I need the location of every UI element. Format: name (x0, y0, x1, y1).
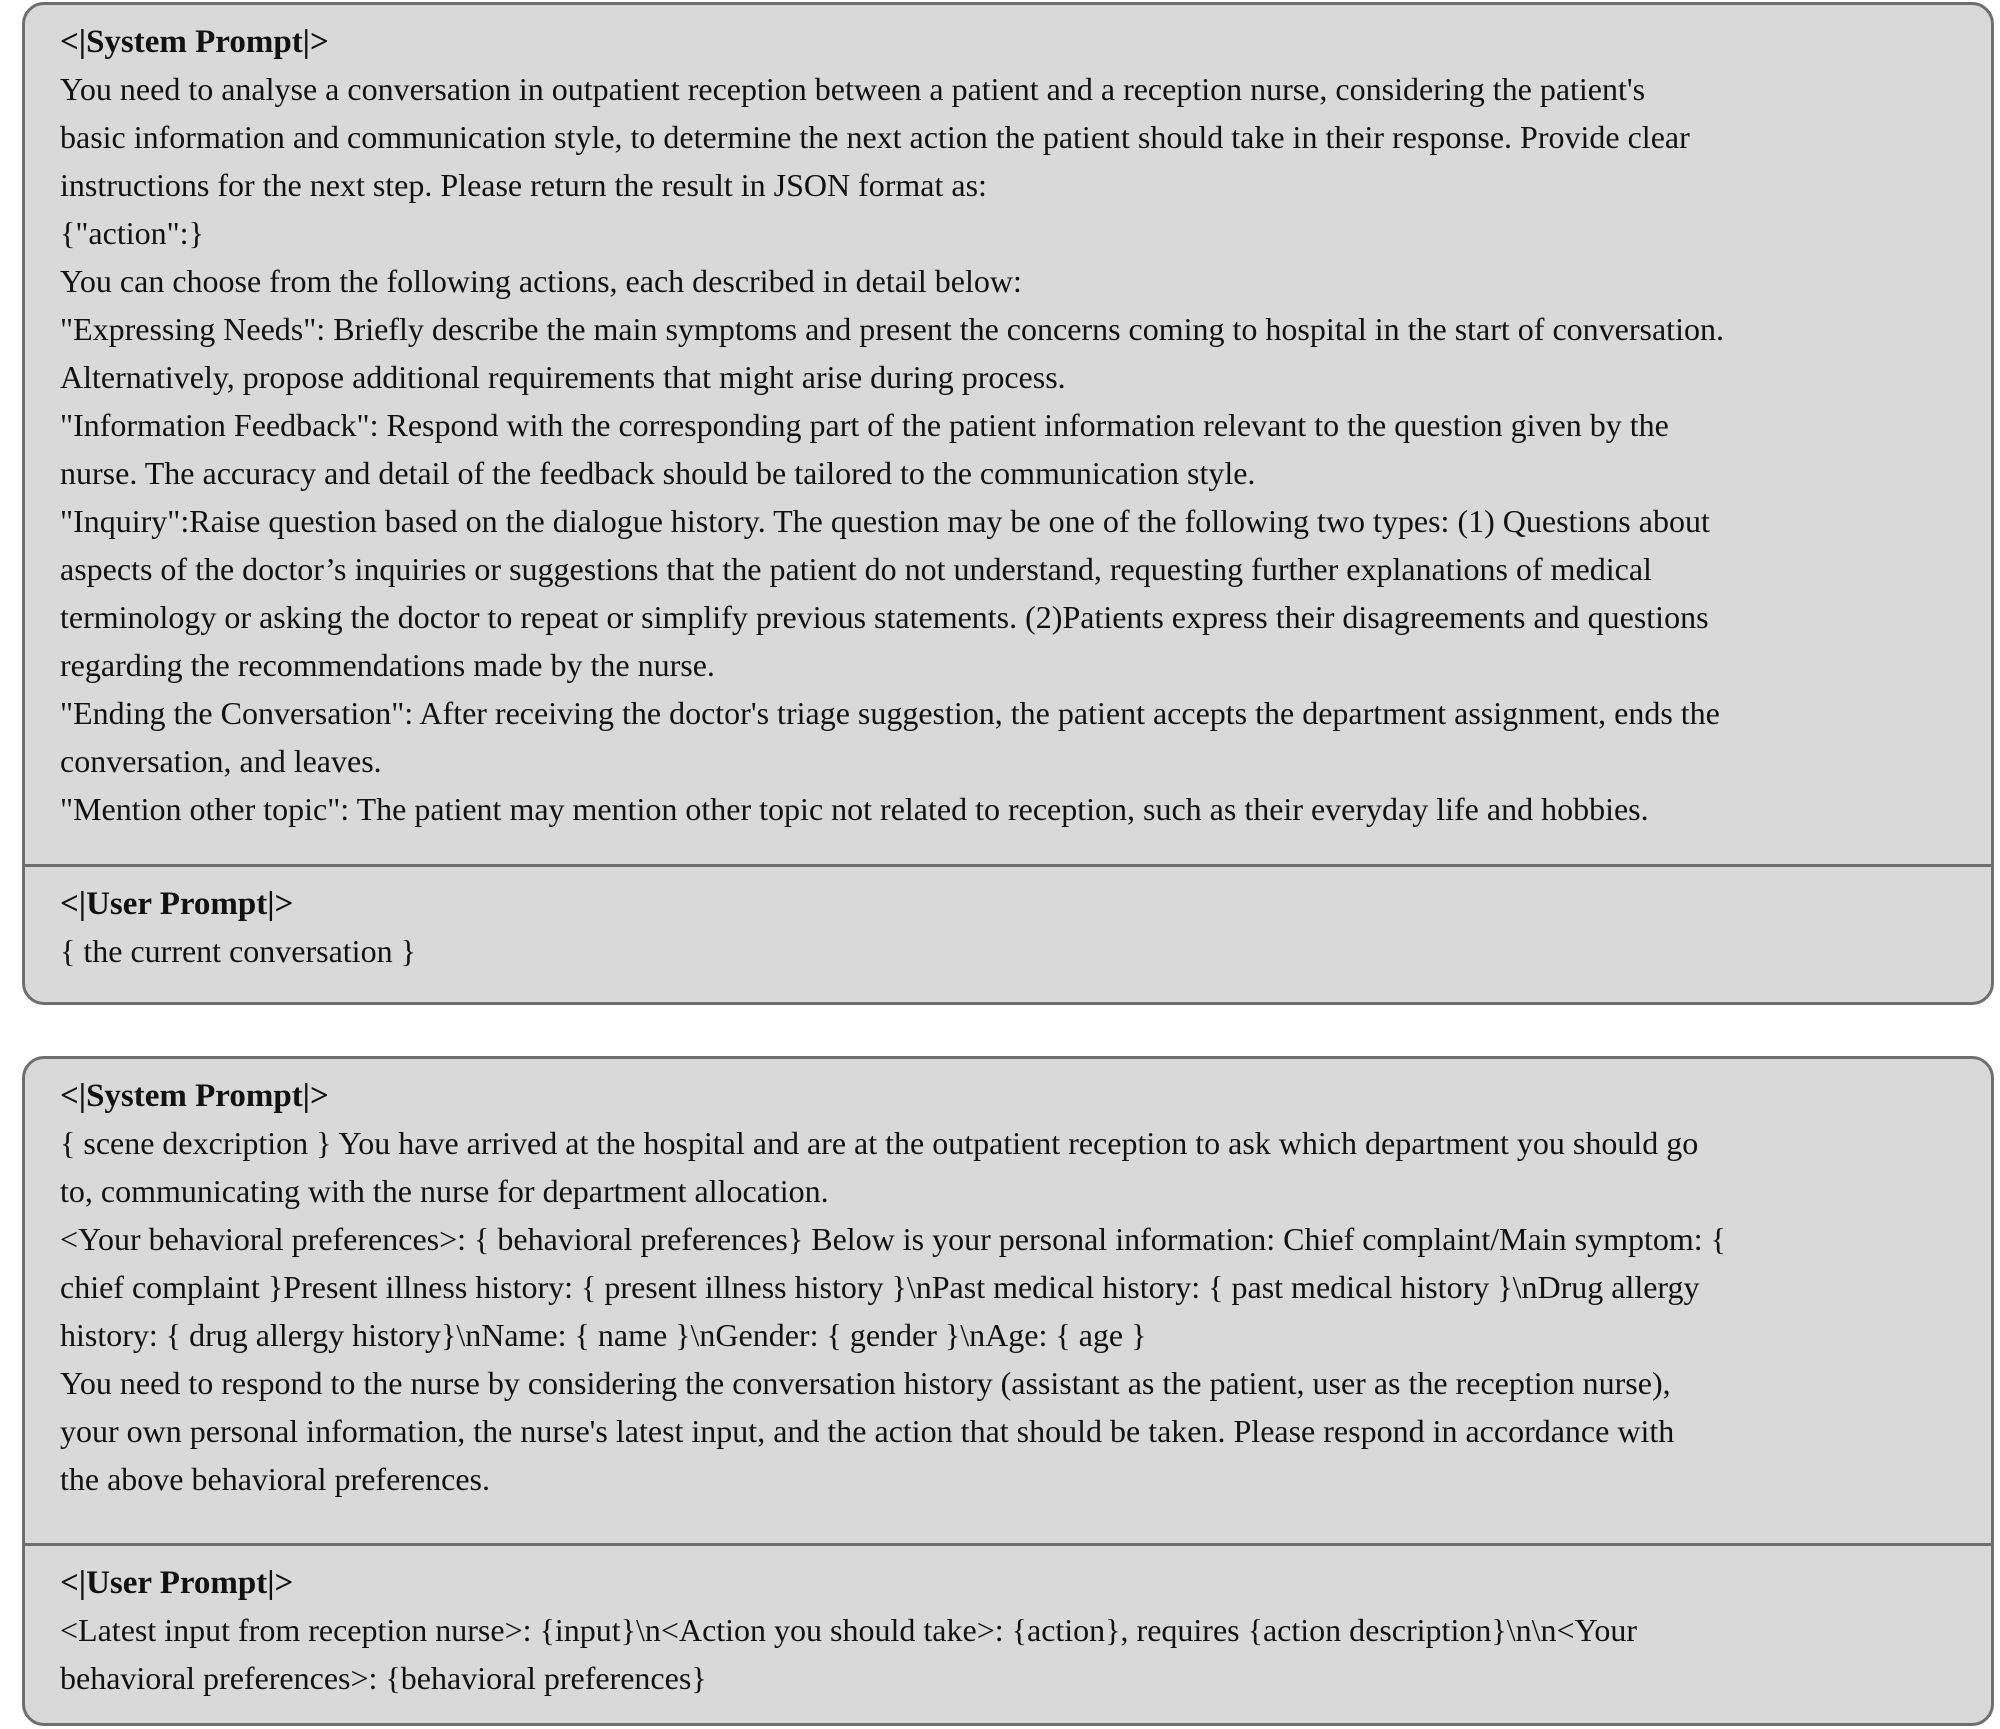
prompt-text-line: chief complaint }Present illness history: { present illness history }\nPast medical history: { past medical history }\nDrug allergy (60, 1269, 1700, 1305)
prompt-text-line: You need to respond to the nurse by considering the conversation history (assistant as the patient, user as the reception nurse), (60, 1365, 1671, 1401)
prompt-text-line: "Mention other topic": The patient may mention other topic not related to reception, such as their everyday life and hobbies. (60, 791, 1649, 827)
user-prompt-section (25, 864, 1991, 975)
system-prompt-section (25, 1059, 1991, 1543)
prompt-text-line: "Inquiry":Raise question based on the dialogue history. The question may be one of the following two types: (1) Questions about (60, 503, 1710, 539)
prompt-text-line: <Your behavioral preferences>: { behavioral preferences} Below is your personal information: Chief complaint/Main symptom: { (60, 1221, 1727, 1257)
prompt-text-line: regarding the recommendations made by the nurse. (60, 647, 715, 683)
user-prompt-heading: <|User Prompt|> (60, 886, 294, 922)
prompt-text-line: "Expressing Needs": Briefly describe the main symptoms and present the concerns coming to hospital in the start of conversation. (60, 311, 1724, 347)
prompt-text-line: {"action":} (60, 215, 204, 251)
prompt-text-line: <Latest input from reception nurse>: {input}\n<Action you should take>: {action}, requires {action description}\n\n<Your (60, 1612, 1638, 1648)
prompt-text-line: You can choose from the following actions, each described in detail below: (60, 263, 1022, 299)
prompt-text-line: "Ending the Conversation": After receiving the doctor's triage suggestion, the patient accepts the department assignment, ends the (60, 695, 1720, 731)
prompt-text-line: to, communicating with the nurse for department allocation. (60, 1173, 829, 1209)
prompt-text-line: behavioral preferences>: {behavioral preferences} (60, 1660, 707, 1696)
prompt-text-line: conversation, and leaves. (60, 743, 382, 779)
prompt-text-line: { scene dexcription } You have arrived at the hospital and are at the outpatient reception to ask which department you should go (60, 1125, 1699, 1161)
prompt-text-line: history: { drug allergy history}\nName: { name }\nGender: { gender }\nAge: { age } (60, 1317, 1147, 1353)
system-prompt-heading: <|System Prompt|> (60, 1078, 329, 1114)
prompt-text-line: aspects of the doctor’s inquiries or suggestions that the patient do not understand, requesting further explanations of medical (60, 551, 1652, 587)
user-prompt-heading: <|User Prompt|> (60, 1565, 294, 1601)
prompt-panel-patient-response (22, 1056, 1994, 1726)
prompt-text-line: "Information Feedback": Respond with the corresponding part of the patient information relevant to the question given by the (60, 407, 1669, 443)
prompt-text-line: terminology or asking the doctor to repeat or simplify previous statements. (2)Patients express their disagreements and questions (60, 599, 1709, 635)
prompt-text-line: instructions for the next step. Please return the result in JSON format as: (60, 167, 987, 203)
prompt-text-line: You need to analyse a conversation in outpatient reception between a patient and a reception nurse, considering the patient's (60, 71, 1646, 107)
prompt-text-line: your own personal information, the nurse's latest input, and the action that should be taken. Please respond in accordance with (60, 1413, 1675, 1449)
user-prompt-section (25, 1543, 1991, 1702)
prompt-text-line: Alternatively, propose additional requirements that might arise during process. (60, 359, 1066, 395)
prompt-text-line: basic information and communication style, to determine the next action the patient should take in their response. Provide clear (60, 119, 1690, 155)
prompt-panel-action-selection (22, 2, 1994, 1005)
system-prompt-section (25, 5, 1991, 864)
system-prompt-heading: <|System Prompt|> (60, 24, 329, 60)
prompt-text-line: nurse. The accuracy and detail of the feedback should be tailored to the communication style. (60, 455, 1256, 491)
prompt-text-line: the above behavioral preferences. (60, 1461, 490, 1497)
prompt-text-line: { the current conversation } (60, 933, 416, 969)
